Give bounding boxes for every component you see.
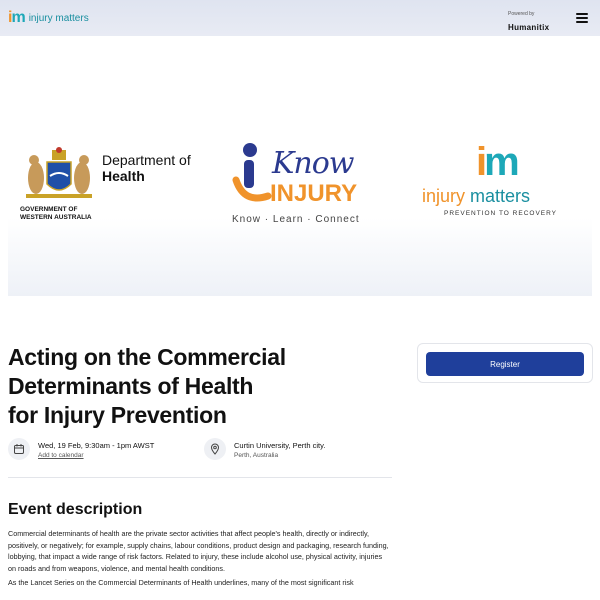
- im-large-mark-icon: im: [476, 140, 517, 184]
- injury-matters-tagline: PREVENTION TO RECOVERY: [444, 210, 558, 217]
- dept-line-1: Department of: [102, 152, 191, 168]
- event-description-heading: Event description: [8, 501, 143, 518]
- register-button[interactable]: Register: [426, 352, 584, 376]
- injury-matters-wordmark: [422, 186, 530, 207]
- dept-of-health-label: [102, 152, 191, 184]
- event-banner-image: [8, 36, 592, 296]
- event-description-body: [8, 528, 392, 592]
- know-injury-tagline: Know · Learn · Connect: [232, 214, 360, 225]
- know-injury-logo: [226, 140, 386, 230]
- powered-by-label: Powered by: [508, 11, 535, 17]
- event-title: [8, 343, 338, 430]
- gov-line-2: WESTERN AUSTRALIA: [20, 214, 92, 221]
- brand-name: injury matters: [28, 12, 89, 24]
- know-wordmark: Know: [272, 146, 354, 181]
- injury-matters-logo: [420, 140, 570, 230]
- add-to-calendar-link[interactable]: Add to calendar: [38, 452, 84, 459]
- event-venue[interactable]: Curtin University, Perth city.: [234, 441, 326, 450]
- event-title-line: for Injury Prevention: [8, 402, 227, 428]
- wa-department-of-health-logo: [20, 144, 200, 224]
- location-pin-icon: [204, 438, 226, 460]
- dept-line-2: Health: [102, 168, 145, 184]
- description-paragraph: As the Lancet Series on the Commercial Determinants of Health underlines, many of the most significant risk: [8, 578, 354, 588]
- powered-by-humanitix[interactable]: [508, 11, 549, 35]
- wordmark-part-1: injury: [422, 186, 466, 206]
- event-location: Perth, Australia: [234, 452, 279, 459]
- event-date-time: Wed, 19 Feb, 9:30am - 1pm AWST: [38, 441, 155, 450]
- divider: [8, 477, 392, 478]
- gov-line-1: GOVERNMENT OF: [20, 206, 78, 213]
- humanitix-logo: Humanitix: [508, 23, 550, 32]
- event-title-line: Determinants of Health: [8, 373, 254, 399]
- im-logo-mark-icon: im: [8, 9, 25, 26]
- injury-matters-brand-logo[interactable]: [8, 9, 89, 27]
- event-title-line: Acting on the Commercial: [8, 344, 286, 370]
- event-date-info: [8, 438, 154, 461]
- wa-coat-of-arms-icon: [20, 144, 98, 204]
- hamburger-menu-icon[interactable]: [576, 13, 588, 23]
- calendar-icon: [8, 438, 30, 460]
- wordmark-part-2: matters: [470, 186, 531, 206]
- injury-wordmark: INJURY: [270, 180, 358, 207]
- know-injury-person-icon: [230, 140, 274, 210]
- description-paragraph: Commercial determinants of health are the private sector activities that affect people's health, directly or indirectly, positively, or negatively; for example, supply chains, labour conditions, product design and packaging, research funding, lobbying, that impact a wide range of risk factors. Related to injury, these include alcohol use, physical activity, injuries on roads and from weapons, violence, and mental health conditions.: [8, 529, 389, 573]
- event-location-info: [204, 438, 325, 461]
- register-card: [417, 343, 593, 383]
- gov-wa-label: [20, 206, 92, 222]
- top-bar: [0, 0, 600, 36]
